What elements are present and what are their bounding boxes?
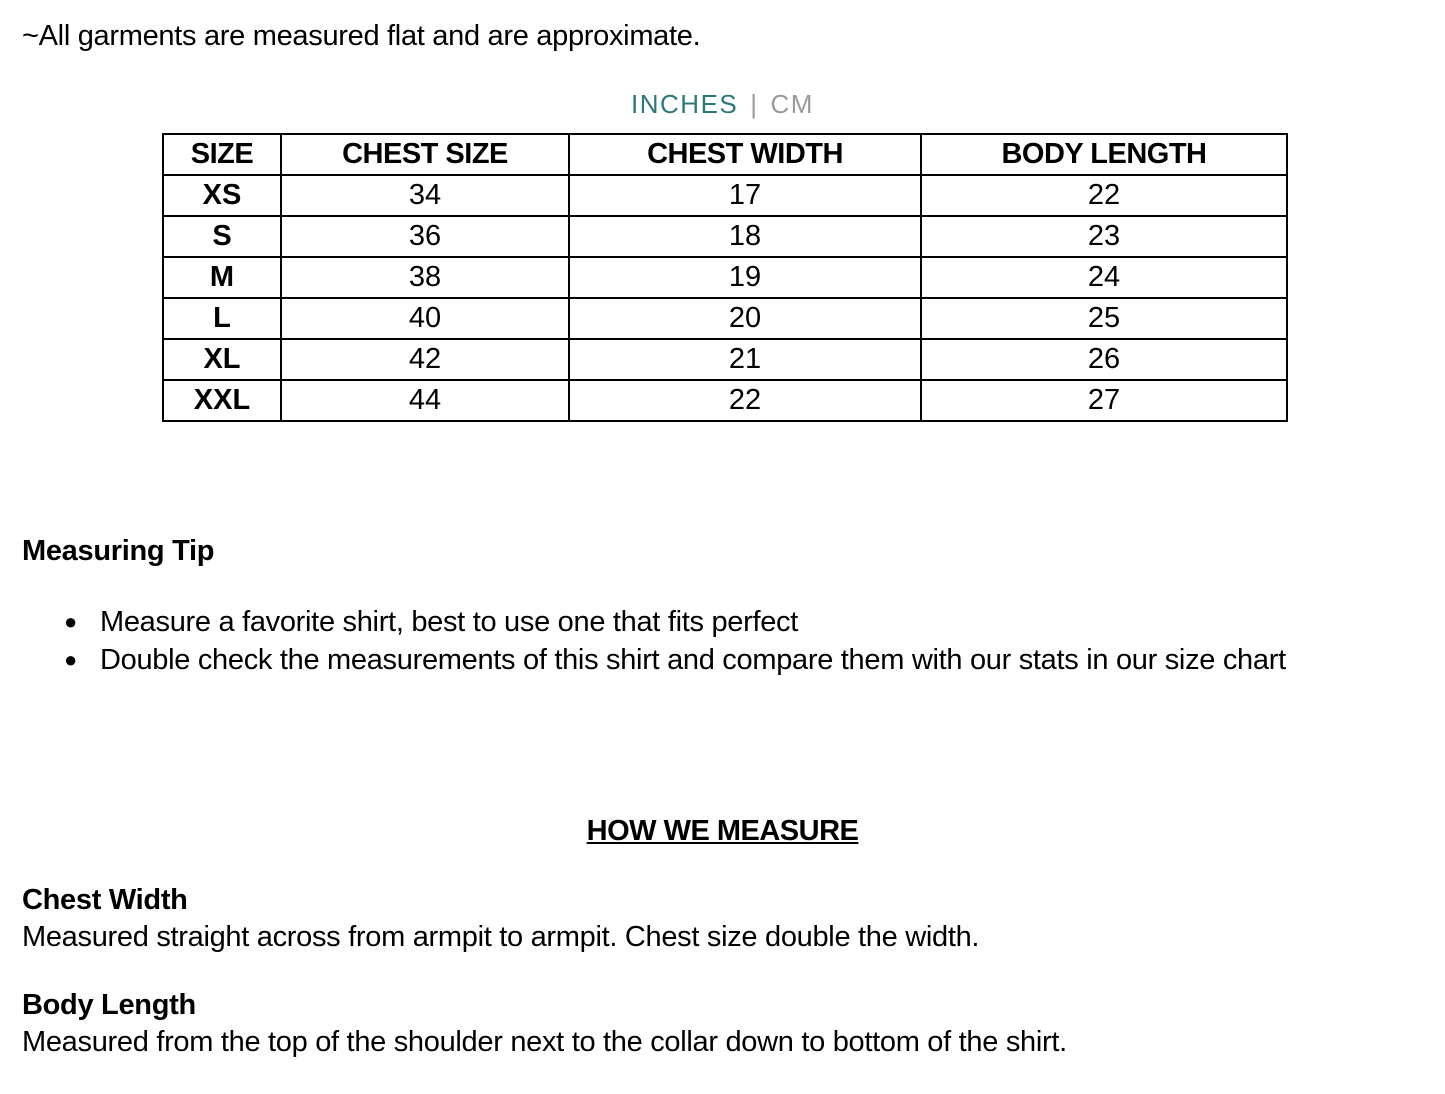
- chest-size-cell: 42: [281, 339, 569, 380]
- size-cell: S: [163, 216, 281, 257]
- chest-size-cell: 44: [281, 380, 569, 421]
- intro-note: ~All garments are measured flat and are approximate.: [22, 20, 701, 52]
- table-row: [163, 298, 1287, 339]
- size-chart-table: [162, 133, 1288, 422]
- size-cell: XL: [163, 339, 281, 380]
- how-we-measure-title: HOW WE MEASURE: [586, 815, 859, 847]
- chest-width-title: Chest Width: [22, 884, 188, 916]
- chest-width-cell: 21: [569, 339, 921, 380]
- measuring-tip-list: [0, 603, 1286, 679]
- column-header-chest-width: CHEST WIDTH: [569, 134, 921, 175]
- chest-size-cell: 36: [281, 216, 569, 257]
- chest-width-cell: 20: [569, 298, 921, 339]
- table-row: [163, 380, 1287, 421]
- body-length-cell: 27: [921, 380, 1287, 421]
- column-header-chest-size: CHEST SIZE: [281, 134, 569, 175]
- table-row: [163, 216, 1287, 257]
- size-cell: L: [163, 298, 281, 339]
- list-item: [0, 603, 1286, 641]
- table-row: [163, 339, 1287, 380]
- unit-inches-toggle[interactable]: INCHES: [631, 89, 739, 119]
- tip-text: Measure a favorite shirt, best to use one that fits perfect: [100, 606, 798, 638]
- table-header-row: [163, 134, 1287, 175]
- body-length-cell: 24: [921, 257, 1287, 298]
- tip-text: Double check the measurements of this shirt and compare them with our stats in our size chart: [100, 644, 1286, 676]
- table-row: [163, 175, 1287, 216]
- table-row: [163, 257, 1287, 298]
- chest-size-cell: 34: [281, 175, 569, 216]
- chest-size-cell: 40: [281, 298, 569, 339]
- size-cell: M: [163, 257, 281, 298]
- unit-toggle: [0, 89, 1445, 120]
- body-length-cell: 22: [921, 175, 1287, 216]
- body-length-title: Body Length: [22, 989, 196, 1021]
- size-cell: XS: [163, 175, 281, 216]
- chest-width-cell: 17: [569, 175, 921, 216]
- body-length-cell: 23: [921, 216, 1287, 257]
- column-header-body-length: BODY LENGTH: [921, 134, 1287, 175]
- bullet-icon: ●: [64, 609, 77, 634]
- body-length-cell: 26: [921, 339, 1287, 380]
- body-length-cell: 25: [921, 298, 1287, 339]
- column-header-size: SIZE: [163, 134, 281, 175]
- unit-cm-toggle[interactable]: CM: [770, 89, 814, 119]
- size-cell: XXL: [163, 380, 281, 421]
- list-item: [0, 641, 1286, 679]
- body-length-description: Measured from the top of the shoulder next to the collar down to bottom of the shirt.: [22, 1026, 1067, 1058]
- measuring-tip-title: Measuring Tip: [22, 535, 215, 567]
- unit-separator: |: [750, 89, 759, 119]
- chest-width-cell: 18: [569, 216, 921, 257]
- bullet-icon: ●: [64, 647, 77, 672]
- chest-width-cell: 19: [569, 257, 921, 298]
- chest-width-cell: 22: [569, 380, 921, 421]
- chest-size-cell: 38: [281, 257, 569, 298]
- chest-width-description: Measured straight across from armpit to armpit. Chest size double the width.: [22, 921, 980, 953]
